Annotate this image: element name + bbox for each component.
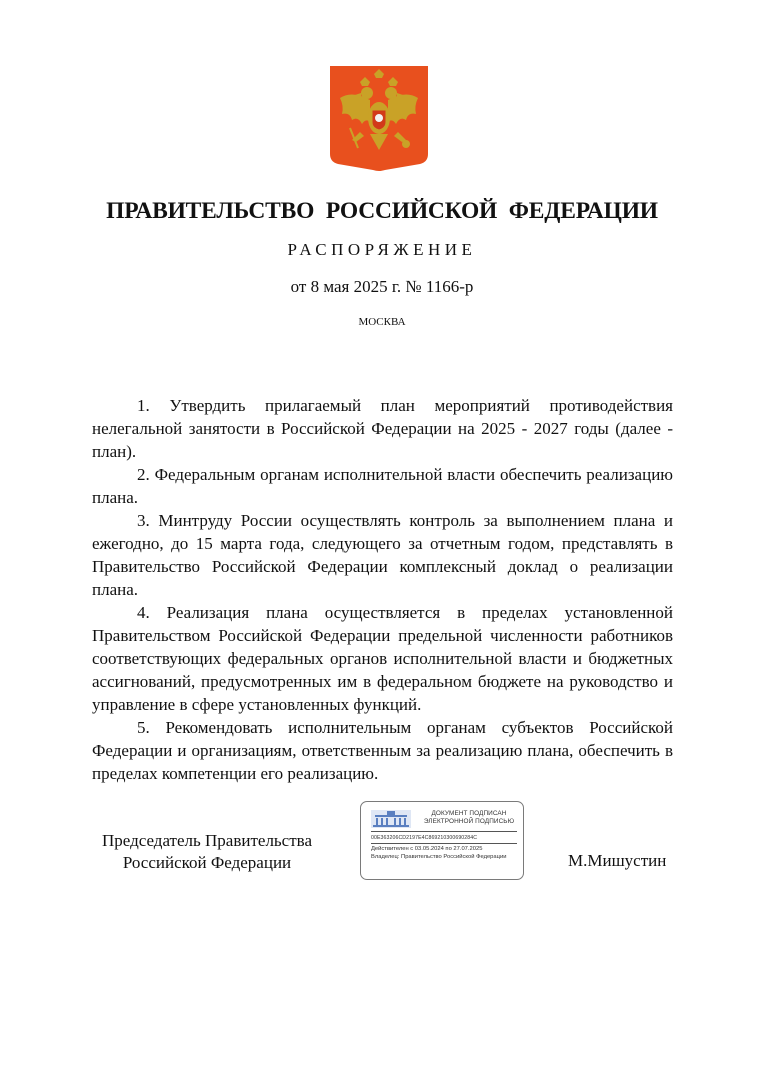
paragraph-4: 4. Реализация плана осуществляется в пределах установленной Правительством Российской Федерации предельной численности работников соответствующих федеральных органов исполнительной власти и бюджетных ассигнований, предусмотренных им в федеральном бюджете на руководство и управление в сфере установленных функций. xyxy=(92,603,673,714)
stamp-validity: Действителен с 03.05.2024 по 27.07.2025 xyxy=(371,846,483,852)
document-type: РАСПОРЯЖЕНИЕ xyxy=(287,240,477,259)
stamp-header xyxy=(371,808,519,830)
document-body xyxy=(92,394,673,785)
stamp-title-line2: ЭЛЕКТРОННОЙ ПОДПИСЬЮ xyxy=(423,818,515,825)
government-title: ПРАВИТЕЛЬСТВО РОССИЙСКОЙ ФЕДЕРАЦИИ xyxy=(106,198,658,224)
signatory-position-line1: Председатель Правительства xyxy=(101,831,313,850)
electronic-signature-stamp xyxy=(360,801,524,880)
stamp-certificate-serial: 00E363206CD2197E4C869210300690284C xyxy=(371,835,478,841)
stamp-title-line1: ДОКУМЕНТ ПОДПИСАН xyxy=(431,810,507,817)
paragraph-2: 2. Федеральным органам исполнительной власти обеспечить реализацию плана. xyxy=(92,465,673,507)
paragraph-5: 5. Рекомендовать исполнительным органам субъектов Российской Федерации и организациям, ответственным за реализацию плана, обеспечить в пределах компетенции его реализацию. xyxy=(92,718,673,783)
paragraph-3: 3. Минтруду России осуществлять контроль за выполнением плана и ежегодно, до 15 марта года, следующего за отчетным годом, представлять в Правительство Российской Федерации комплексный доклад о реализации плана. xyxy=(92,511,673,599)
signatory-name: М.Мишустин xyxy=(568,851,667,870)
stamp-owner: Владелец: Правительство Российской Федерации xyxy=(371,854,507,860)
coat-of-arms-emblem xyxy=(330,66,428,172)
document-city: МОСКВА xyxy=(358,316,406,328)
stamp-title xyxy=(415,810,523,826)
stamp-divider xyxy=(371,843,517,844)
government-building-icon xyxy=(371,810,411,828)
document-date-number: от 8 мая 2025 г. № 1166-р xyxy=(290,277,474,296)
stamp-divider xyxy=(371,831,517,832)
double-headed-eagle-icon xyxy=(330,66,428,172)
signatory-position-line2: Российской Федерации xyxy=(122,853,292,872)
signatory-position xyxy=(92,830,322,874)
paragraph-1: 1. Утвердить прилагаемый план мероприятий противодействия нелегальной занятости в Российской Федерации на 2025 - 2027 годы (далее - план). xyxy=(92,396,673,461)
